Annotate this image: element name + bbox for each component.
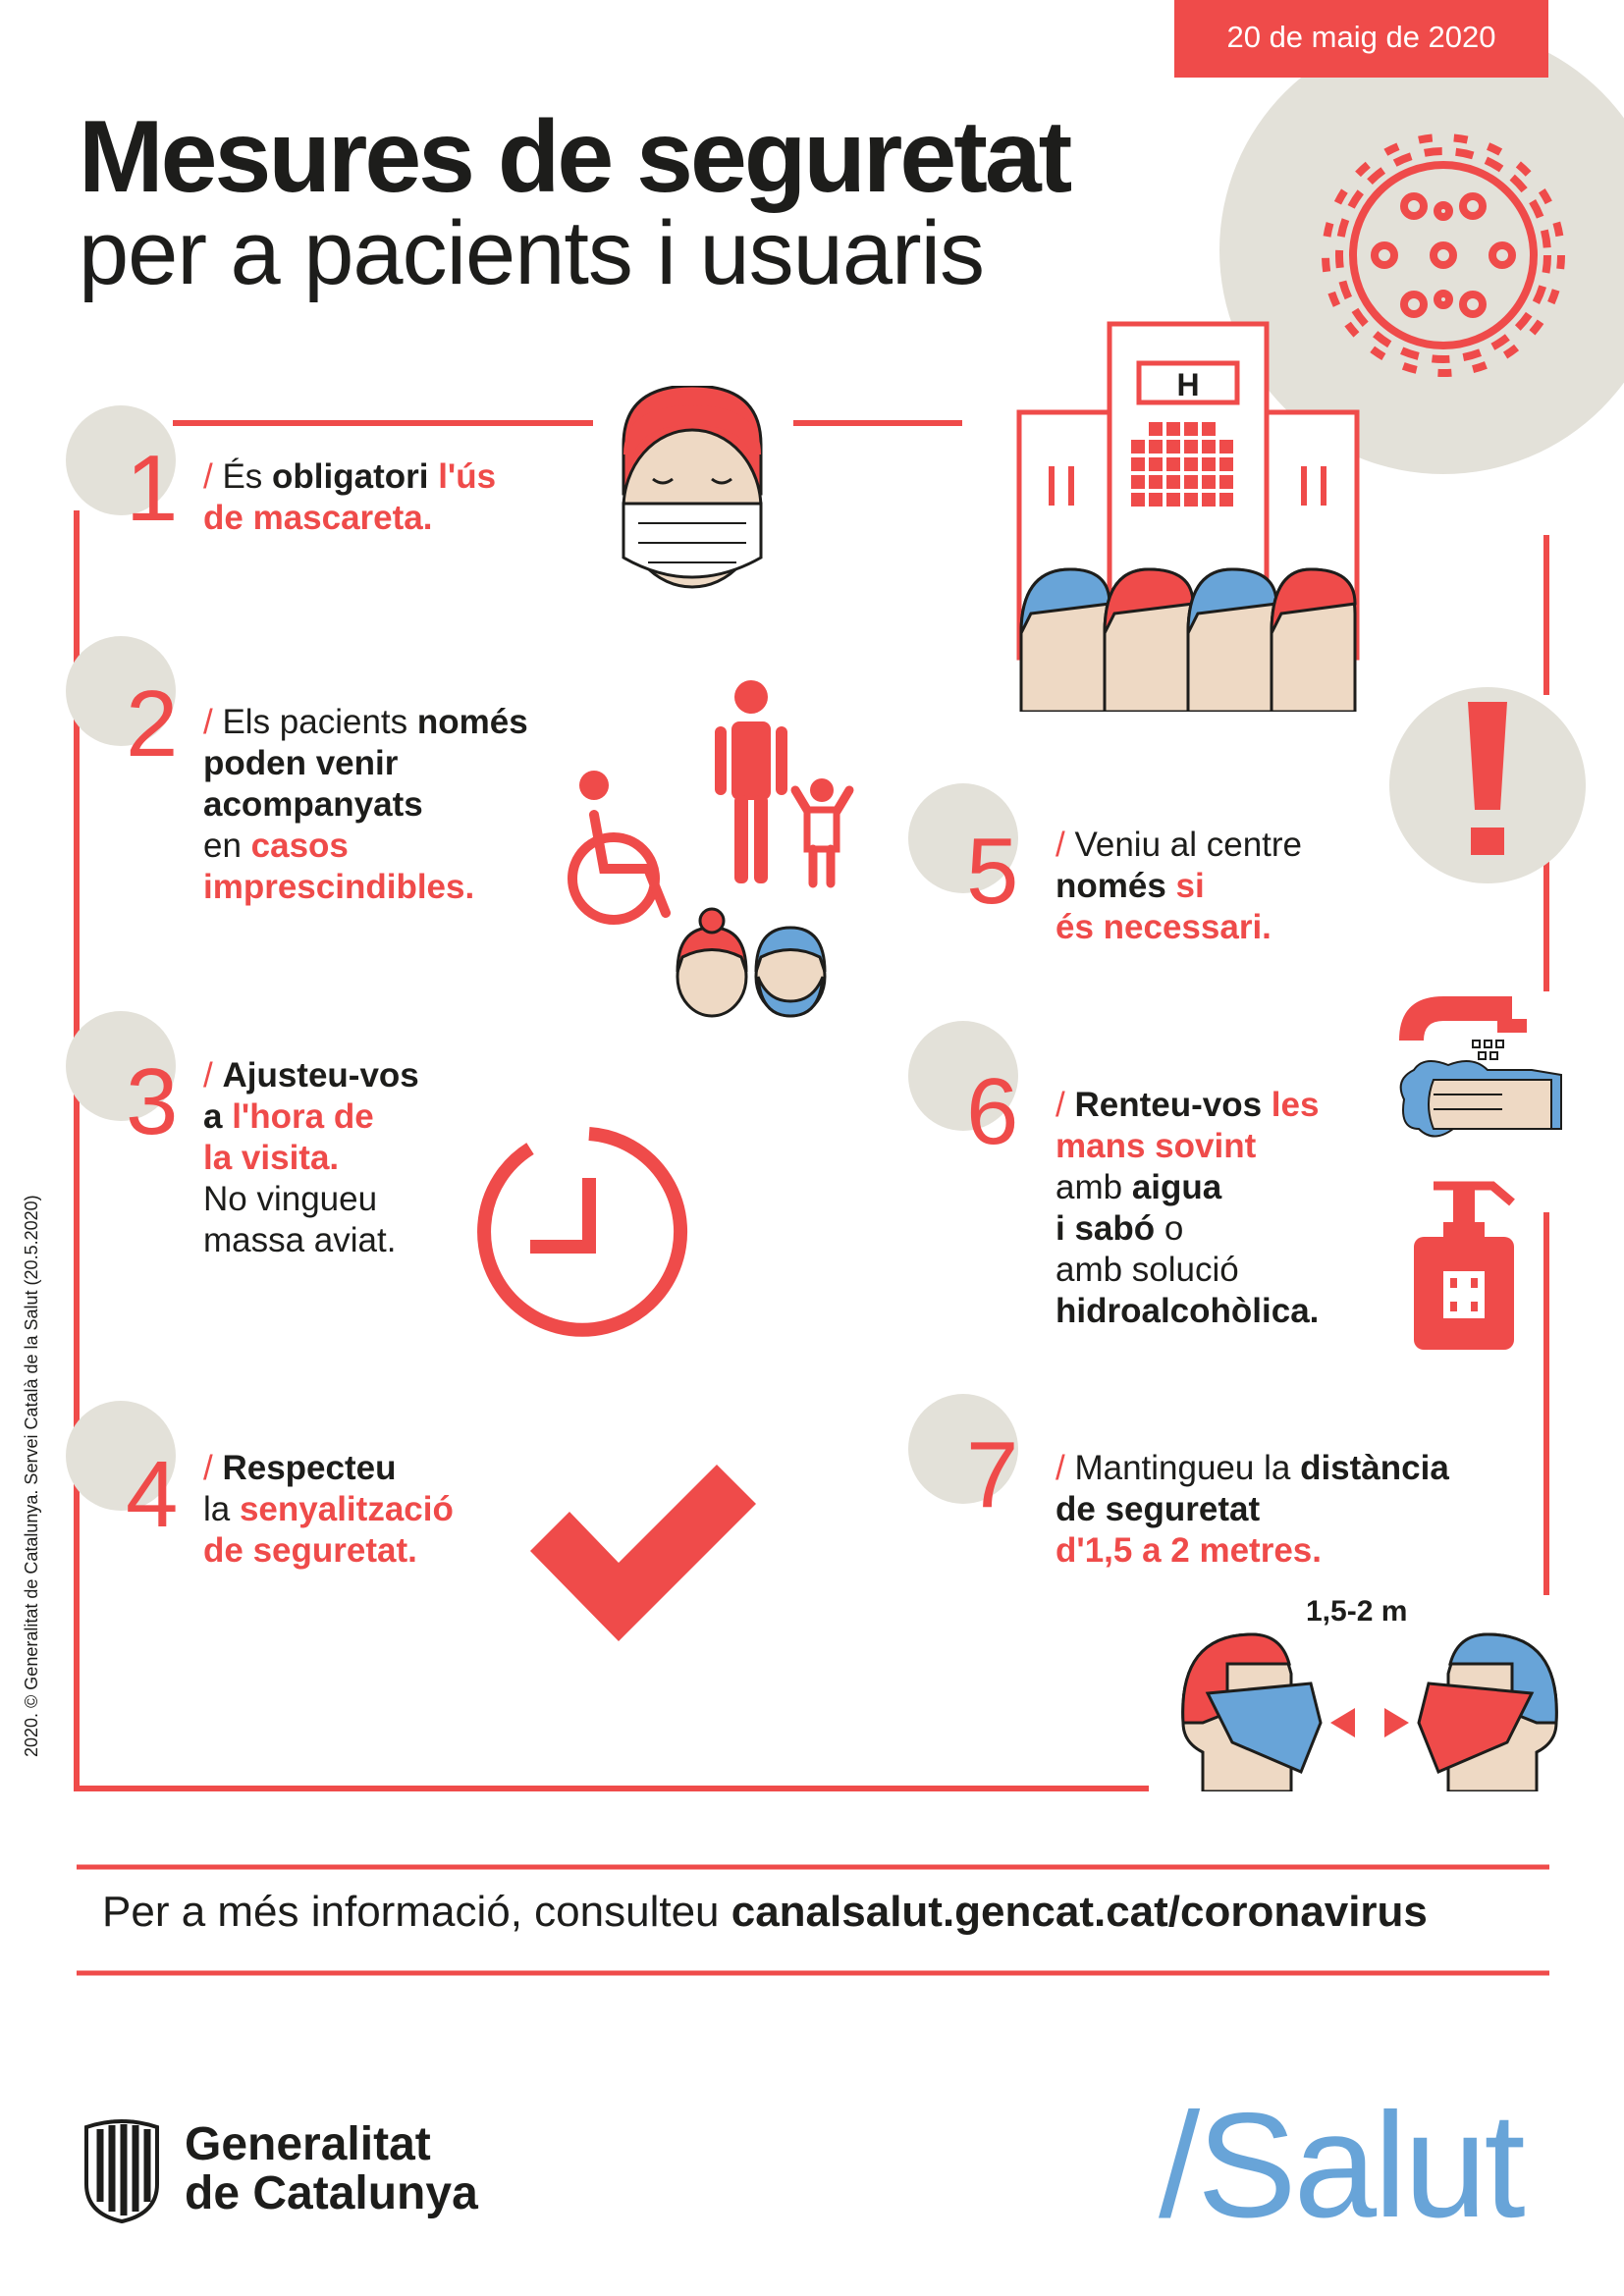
- accompaniment-icon: [550, 677, 874, 1021]
- step-7-number: 7: [966, 1422, 1019, 1527]
- face-mask-icon: [604, 386, 781, 602]
- distance-icon: [1173, 1625, 1566, 1791]
- checkmark-icon: [525, 1453, 761, 1649]
- step-1-number: 1: [126, 436, 179, 541]
- step-4-text: / Respecteu la senyalització de seguretat.: [203, 1449, 454, 1570]
- hospital-icon: [1011, 319, 1365, 712]
- step-2-number: 2: [126, 671, 179, 776]
- step-6-number: 6: [966, 1059, 1019, 1164]
- page-subtitle: per a pacients i usuaris: [79, 203, 985, 303]
- step-3-text: / Ajusteu-vos a l'hora de la visita. No vingueu massa aviat.: [203, 1056, 419, 1259]
- step-7-text: / Mantingueu la distància de seguretat d'1,5 a 2 metres.: [1056, 1449, 1449, 1570]
- clock-icon: [471, 1119, 707, 1355]
- handwashing-icon: [1394, 982, 1571, 1148]
- warning-icon: [1384, 682, 1591, 888]
- step-1-text: / És obligatori l'ús de mascareta.: [203, 457, 497, 537]
- more-info-text: Per a més informació, consulteu canalsalut.gencat.cat/coronavirus: [102, 1888, 1428, 1936]
- hospital-sign: H: [1176, 367, 1200, 402]
- distance-label: 1,5-2 m: [1306, 1595, 1408, 1628]
- step-4-number: 4: [126, 1442, 179, 1547]
- salut-brand: /Salut: [1159, 2082, 1523, 2249]
- copyright-credit: 2020. © Generalitat de Catalunya. Servei Català de la Salut (20.5.2020): [22, 1195, 41, 1757]
- step-3-number: 3: [126, 1049, 179, 1154]
- step-5-text: / Veniu al centre només si és necessari.: [1056, 826, 1303, 946]
- generalitat-logo-text: Generalitat de Catalunya: [185, 2118, 478, 2219]
- step-2-text: / Els pacients només poden venir acompanyats en casos imprescindibles.: [203, 703, 528, 906]
- step-5-number: 5: [966, 819, 1019, 924]
- step-6-text: / Renteu-vos les mans sovint amb aigua i sabó o amb solució hidroalcohòlica.: [1056, 1086, 1320, 1330]
- page-title: Mesures de seguretat: [79, 100, 1070, 214]
- generalitat-logo-icon: [79, 2115, 165, 2223]
- date-badge: 20 de maig de 2020: [1174, 0, 1548, 78]
- info-link[interactable]: canalsalut.gencat.cat/coronavirus: [731, 1888, 1428, 1936]
- sanitizer-icon: [1404, 1178, 1532, 1355]
